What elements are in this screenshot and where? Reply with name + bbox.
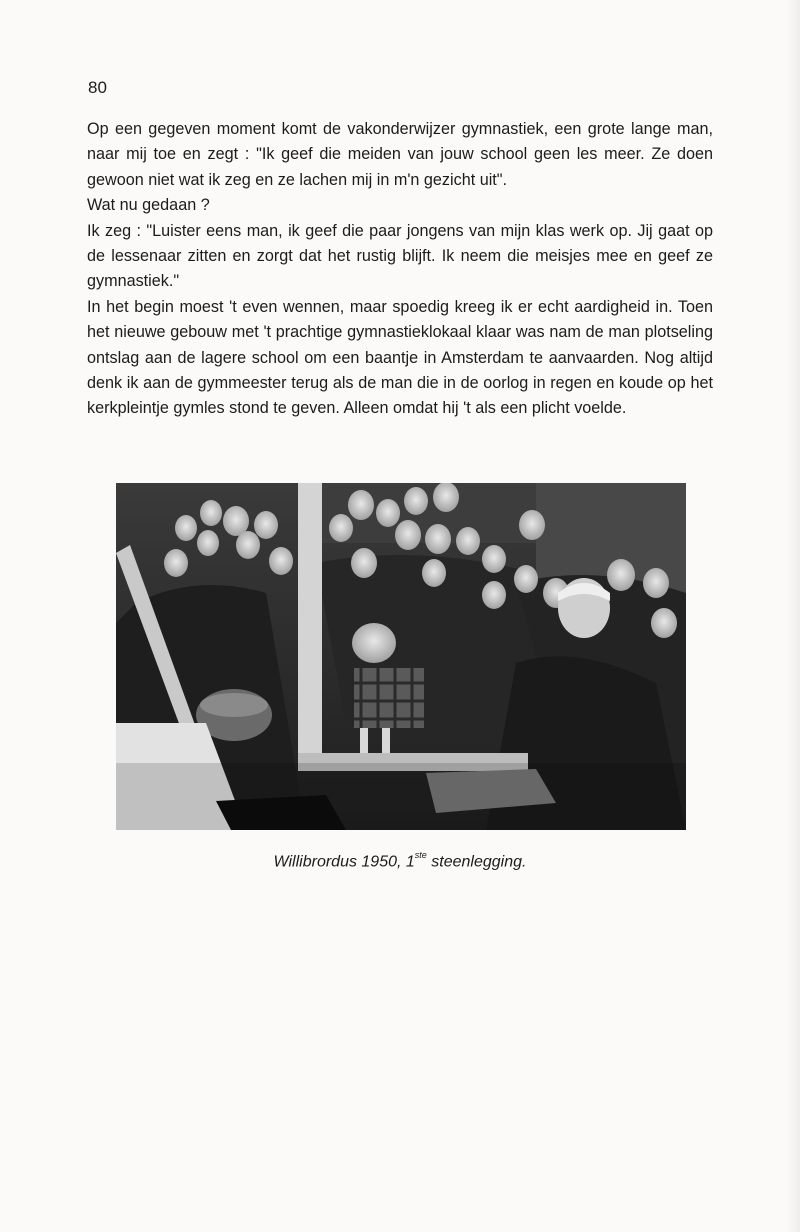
photo-caption xyxy=(0,846,800,873)
caption-text: Willibrordus 1950, 1 xyxy=(273,853,415,871)
paragraph-1: Op een gegeven moment komt de vakonderwijzer gymnastiek, een grote lange man, naar mij toe en zegt : "Ik geef die meiden van jouw school geen les meer. Ze doen gewoon niet wat ik zeg en ze lachen mij in m'n gezicht uit". xyxy=(87,120,713,189)
page-edge-shadow xyxy=(786,0,800,1232)
photo-illustration xyxy=(116,483,686,830)
paragraph-2: Wat nu gedaan ? xyxy=(87,196,210,215)
paragraph-4: In het begin moest 't even wennen, maar spoedig kreeg ik er echt aardigheid in. Toen het nieuwe gebouw met 't prachtige gymnastieklokaal klaar was nam de man plotseling ontslag aan de lagere school om een baantje in Amsterdam te aanvaarden. Nog altijd denk ik aan de gymmeester terug als de man die in de oorlog in regen en koude op het kerkpleintje gymles stond te geven. Alleen omdat hij 't als een plicht voelde. xyxy=(87,297,713,418)
page-number: 80 xyxy=(88,78,107,97)
caption-superscript: ste xyxy=(414,850,427,860)
caption-text-end: steenlegging. xyxy=(426,853,527,871)
paragraph-3: Ik zeg : "Luister eens man, ik geef die paar jongens van mijn klas werk op. Jij gaat op de lessenaar zitten en zorgt dat het rustig blijft. Ik neem die meisjes mee en geef ze gymnastiek." xyxy=(87,221,713,291)
body-text xyxy=(87,117,713,422)
photo-ceremony xyxy=(116,483,686,830)
